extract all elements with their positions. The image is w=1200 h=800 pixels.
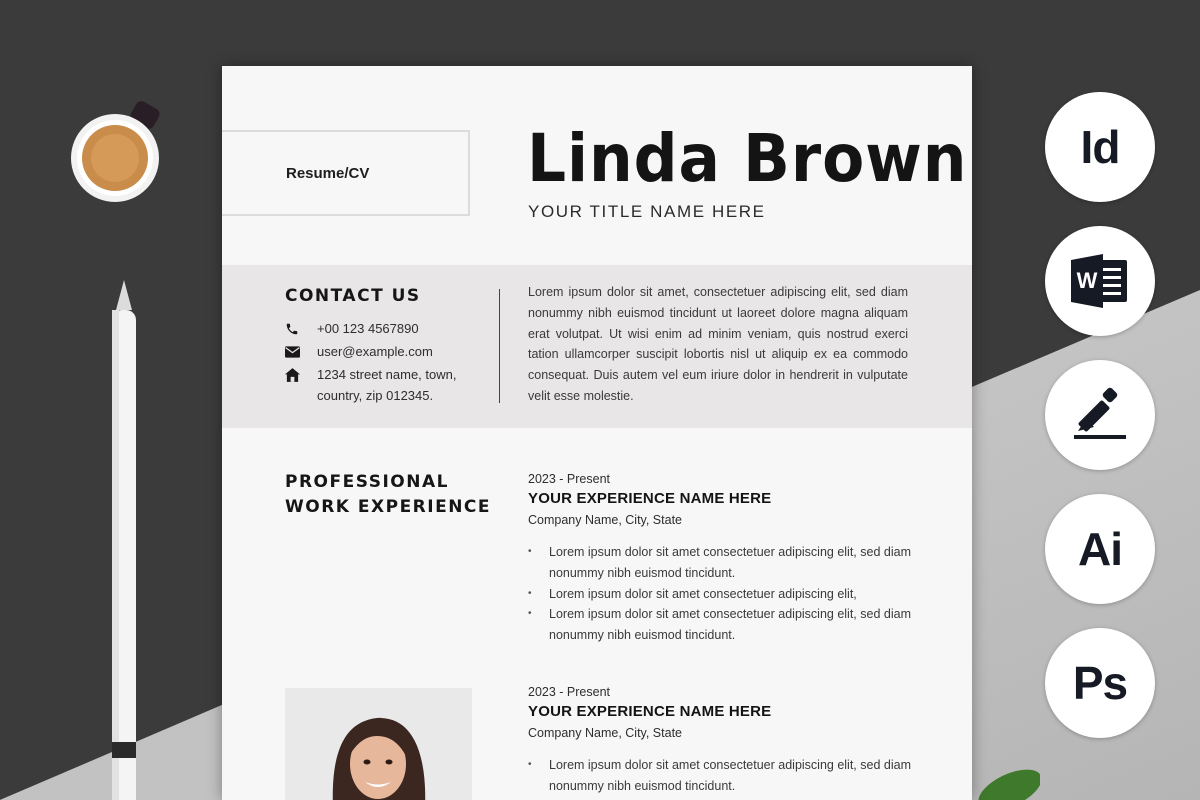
contact-address-line1: 1234 street name, town, [317,367,457,382]
illustrator-label: Ai [1078,523,1122,575]
contact-section [222,265,972,428]
contact-phone-row [285,318,419,339]
contact-address-line2: country, zip 012345. [317,388,434,403]
word-logo-icon [1069,252,1131,310]
indesign-label: Id [1080,121,1120,173]
experience-date: 2023 - Present [528,685,610,699]
candidate-title: YOUR TITLE NAME HERE [528,202,766,221]
word-label: W [1076,268,1098,293]
experience-bullets [528,542,918,646]
vertical-divider [499,289,500,403]
contact-email: user@example.com [317,344,433,359]
experience-bullet: • Lorem ipsum dolor sit amet consectetuer adipiscing elit, sed diam nonummy nibh euismod tincidunt. [528,604,918,646]
pen-icon [1045,360,1155,470]
experience-heading-line2: WORK EXPERIENCE [285,497,492,517]
experience-bullet: • Lorem ipsum dolor sit amet consectetuer adipiscing elit, sed diam nonummy nibh euismod tincidunt. [528,542,918,584]
plant-leaf-icon [970,760,1040,800]
candidate-name: Linda Brown [527,120,968,197]
word-icon [1045,226,1155,336]
resume-sheet [222,66,972,800]
illustrator-icon [1045,494,1155,604]
stylus-pencil-icon [104,280,144,800]
experience-date: 2023 - Present [528,472,610,486]
resume-tag-box [222,130,470,216]
contact-phone: +00 123 4567890 [317,321,419,336]
experience-company: Company Name, City, State [528,513,682,527]
coffee-cup-icon [70,100,166,204]
contact-heading: CONTACT US [285,286,421,306]
resume-tag: Resume/CV [286,164,370,182]
experience-heading [285,470,491,520]
experience-entry [528,683,918,797]
portrait-illustration [285,688,472,800]
photoshop-label: Ps [1072,657,1128,709]
experience-bullet: • Lorem ipsum dolor sit amet consectetuer adipiscing elit, sed diam nonummy nibh euismod tincidunt. [528,755,918,797]
profile-photo [285,688,472,800]
experience-bullets [528,755,918,797]
phone-icon [285,318,317,339]
experience-company: Company Name, City, State [528,726,682,740]
contact-address-row [285,364,456,406]
contact-email-row [285,341,433,362]
experience-role: YOUR EXPERIENCE NAME HERE [528,703,772,720]
home-icon [285,364,317,385]
experience-heading-line1: PROFESSIONAL [285,472,449,492]
photoshop-icon [1045,628,1155,738]
envelope-icon [285,341,317,362]
experience-entry [528,470,918,646]
experience-role: YOUR EXPERIENCE NAME HERE [528,490,772,507]
profile-summary: Lorem ipsum dolor sit amet, consectetuer adipiscing elit, sed diam nonummy nibh euismod tincidunt ut laoreet dolore magna aliquam erat volutpat. Ut wisi enim ad minim veniam, quis nostrud exerci tation ullamcorper suscipit lobortis nisl ut aliquip ex ea commodo consequat. Duis autem vel eum iriure dolor in hendrerit in vulputate velit esse molestie. [528,285,908,403]
experience-bullet: • Lorem ipsum dolor sit amet consectetuer adipiscing elit, [528,584,918,605]
indesign-icon [1045,92,1155,202]
